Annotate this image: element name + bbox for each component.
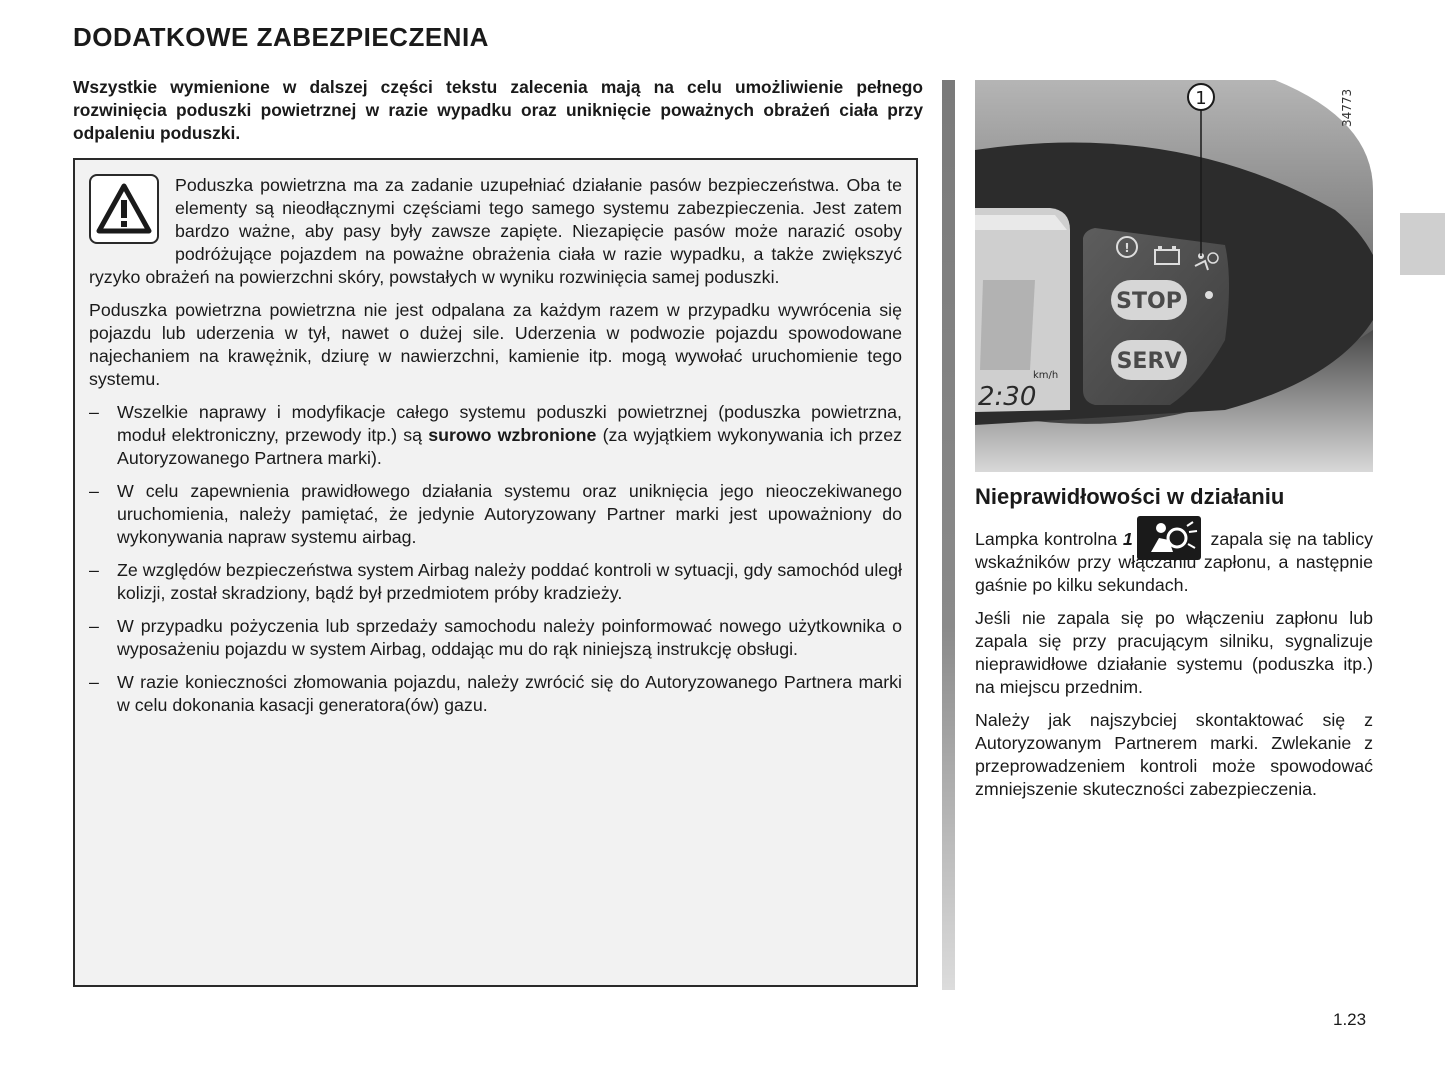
clock-readout: 2:30 bbox=[978, 382, 1037, 412]
right-column-text bbox=[975, 528, 1373, 811]
warning-list-item: – W razie konieczności złomowania pojazdu, należy zwrócić się do Autoryzowanego Partnera marki w celu dokonania kasacji generatora(ów) gazu. bbox=[89, 671, 902, 717]
page-number: 1.23 bbox=[1333, 1010, 1367, 1029]
warning-paragraph-2: Poduszka powietrzna powietrzna nie jest odpalana za każdym razem w przypadku wywrócenia się pojazdu lub uderzenia w tył, nawet o dużej sile. Uderzenia w podwozie pojazdu spowodowane najechaniem na krawężnik, dziurę w nawierzchni, kamienie itp. mogą wywołać uruchomienie tego systemu. bbox=[89, 300, 902, 389]
warning-box bbox=[73, 158, 918, 987]
emphasis-text: surowo wzbronione bbox=[428, 425, 597, 445]
section-heading: Nieprawidłowości w działaniu bbox=[975, 484, 1285, 509]
warning-triangle-icon bbox=[89, 174, 159, 244]
page-title: DODATKOWE ZABEZPIECZENIA bbox=[73, 22, 489, 52]
figure-code: 34773 bbox=[1340, 88, 1354, 127]
svg-text:!: ! bbox=[1124, 241, 1130, 255]
warning-list bbox=[89, 401, 902, 717]
callout-marker bbox=[1188, 84, 1214, 110]
right-paragraph-2: Jeśli nie zapala się po włączeniu zapłonu lub zapala się przy pracującym silniku, sygnalizuje nieprawidłowe działanie systemu (poduszka itp.) na miejscu przednim. bbox=[975, 608, 1373, 697]
service-warning-icon bbox=[1111, 340, 1187, 380]
warning-list-item: – W celu zapewnienia prawidłowego działania systemu oraz uniknięcia jego nieoczekiwanego uruchomienia, należy pamiętać, że jedynie Autoryzowany Partner marki jest upoważniony do wykonywania napraw systemu airbag. bbox=[89, 480, 902, 549]
warning-list-item: – Ze względów bezpieczeństwa system Airbag należy poddać kontroli w sytuacji, gdy samochód uległ kolizji, został skradziony, bądź był przedmiotem próby kradzieży. bbox=[89, 559, 902, 605]
column-divider-bar bbox=[942, 80, 955, 990]
warning-paragraph-1: Poduszka powietrzna ma za zadanie uzupełniać działanie pasów bezpieczeństwa. Oba te elementy są nieodłącznymi częściami tego samego systemu zabezpieczenia. Jest zatem bardzo ważne, aby pasy były zawsze zapięte. Niezapięcie pasów może narazić osoby podróżujące pojazdem na poważne obrażenia ciała w razie wypadku, a także zwiększyć ryzyko obrażeń na powierzchni skóry, powstałych w wyniku rozwinięcia samej poduszki. bbox=[89, 175, 902, 287]
instrument-panel-figure bbox=[975, 80, 1373, 472]
speed-unit-label: km/h bbox=[1033, 370, 1059, 381]
svg-text:STOP: STOP bbox=[1116, 289, 1182, 314]
right-paragraph-1: Lampka kontrolna 1 zapala się na tablicy wskaźników przy włączaniu zapłonu, a następnie gaśnie po kilku sekundach. bbox=[975, 528, 1373, 597]
intro-text: Wszystkie wymienione w dalszej części tekstu zalecenia mają na celu umożliwienie pełnego rozwinięcia poduszki powietrznej w razie wypadku oraz uniknięcie poważnych obrażeń ciała przy odpaleniu poduszki. bbox=[73, 77, 923, 143]
right-paragraph-3: Należy jak najszybciej skontaktować się z Autoryzowanym Partnerem marki. Zwlekanie z przeprowadzeniem kontroli może spowodować zmniejszenie skuteczności zabezpieczenia. bbox=[975, 710, 1373, 799]
warning-lamp-number: 1 bbox=[1122, 529, 1133, 549]
indicator-dot bbox=[1205, 291, 1213, 299]
svg-text:SERV: SERV bbox=[1116, 349, 1182, 374]
stop-warning-icon bbox=[1111, 280, 1187, 320]
section-tab-marker bbox=[1400, 213, 1445, 275]
warning-list-item: – Wszelkie naprawy i modyfikacje całego systemu poduszki powietrznej (poduszka powietrzna, moduł elektroniczny, przewody itp.) są surowo wzbronione (za wyjątkiem wykonywania ich przez Autoryzowanego Partnera marki). bbox=[89, 401, 902, 470]
svg-text:1: 1 bbox=[1195, 88, 1207, 109]
warning-list-item: – W przypadku pożyczenia lub sprzedaży samochodu należy poinformować nowego użytkownika o wyposażeniu pojazdu w system Airbag, oddając mu do rąk niniejszą instrukcję obsługi. bbox=[89, 615, 902, 661]
